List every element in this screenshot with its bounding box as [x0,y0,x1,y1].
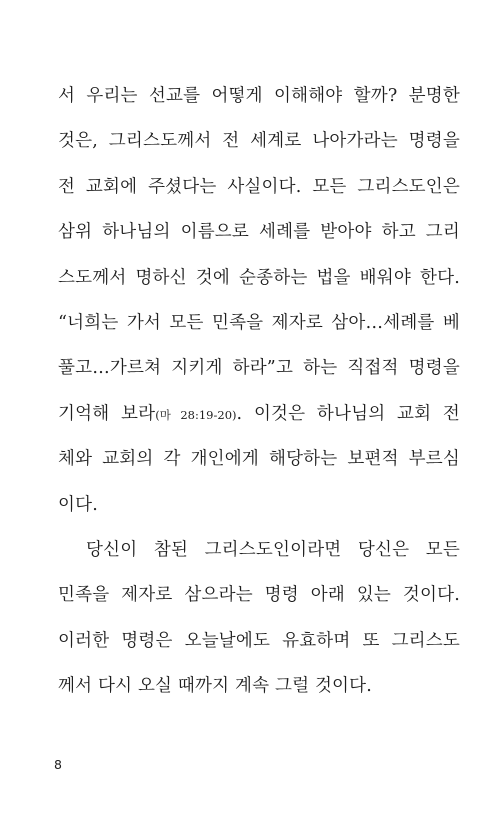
text-line: 삼위 하나님의 이름으로 세례를 받아야 하고 그리 [58,222,460,243]
text-line: 스도께서 명하신 것에 순종하는 법을 배워야 한다. [58,267,460,288]
paragraph-first-line: 당신이 참된 그리스도인이라면 당신은 모든 [86,539,460,560]
text-segment: 기억해 보라 [58,403,156,424]
text-line: 이다. [58,494,98,515]
text-line: “너희는 가서 모든 민족을 제자로 삼아…세례를 베 [58,312,460,333]
text-line: 풀고…가르쳐 지키게 하라”고 하는 직접적 명령을 [58,358,460,379]
text-line: 것은, 그리스도께서 전 세계로 나아가라는 명령을 [58,131,460,152]
text-line: 서 우리는 선교를 어떻게 이해해야 할까? 분명한 [58,86,460,106]
text-line: 민족을 제자로 삼으라는 명령 아래 있는 것이다. [58,585,460,606]
text-segment: . 이것은 하나님의 교회 전 [236,403,460,424]
text-line: 전 교회에 주셨다는 사실이다. 모든 그리스도인은 [58,176,460,197]
scripture-reference: (마 28:19-20) [155,407,237,422]
page-body [58,74,460,709]
text-line: 체와 교회의 각 개인에게 해당하는 보편적 부르심 [58,449,460,470]
page-number: 8 [54,757,62,772]
text-line: 이러한 명령은 오늘날에도 유효하며 또 그리스도 [58,630,460,651]
text-line: 께서 다시 오실 때까지 계속 그럴 것이다. [58,676,373,697]
text-line-with-reference [58,392,460,437]
